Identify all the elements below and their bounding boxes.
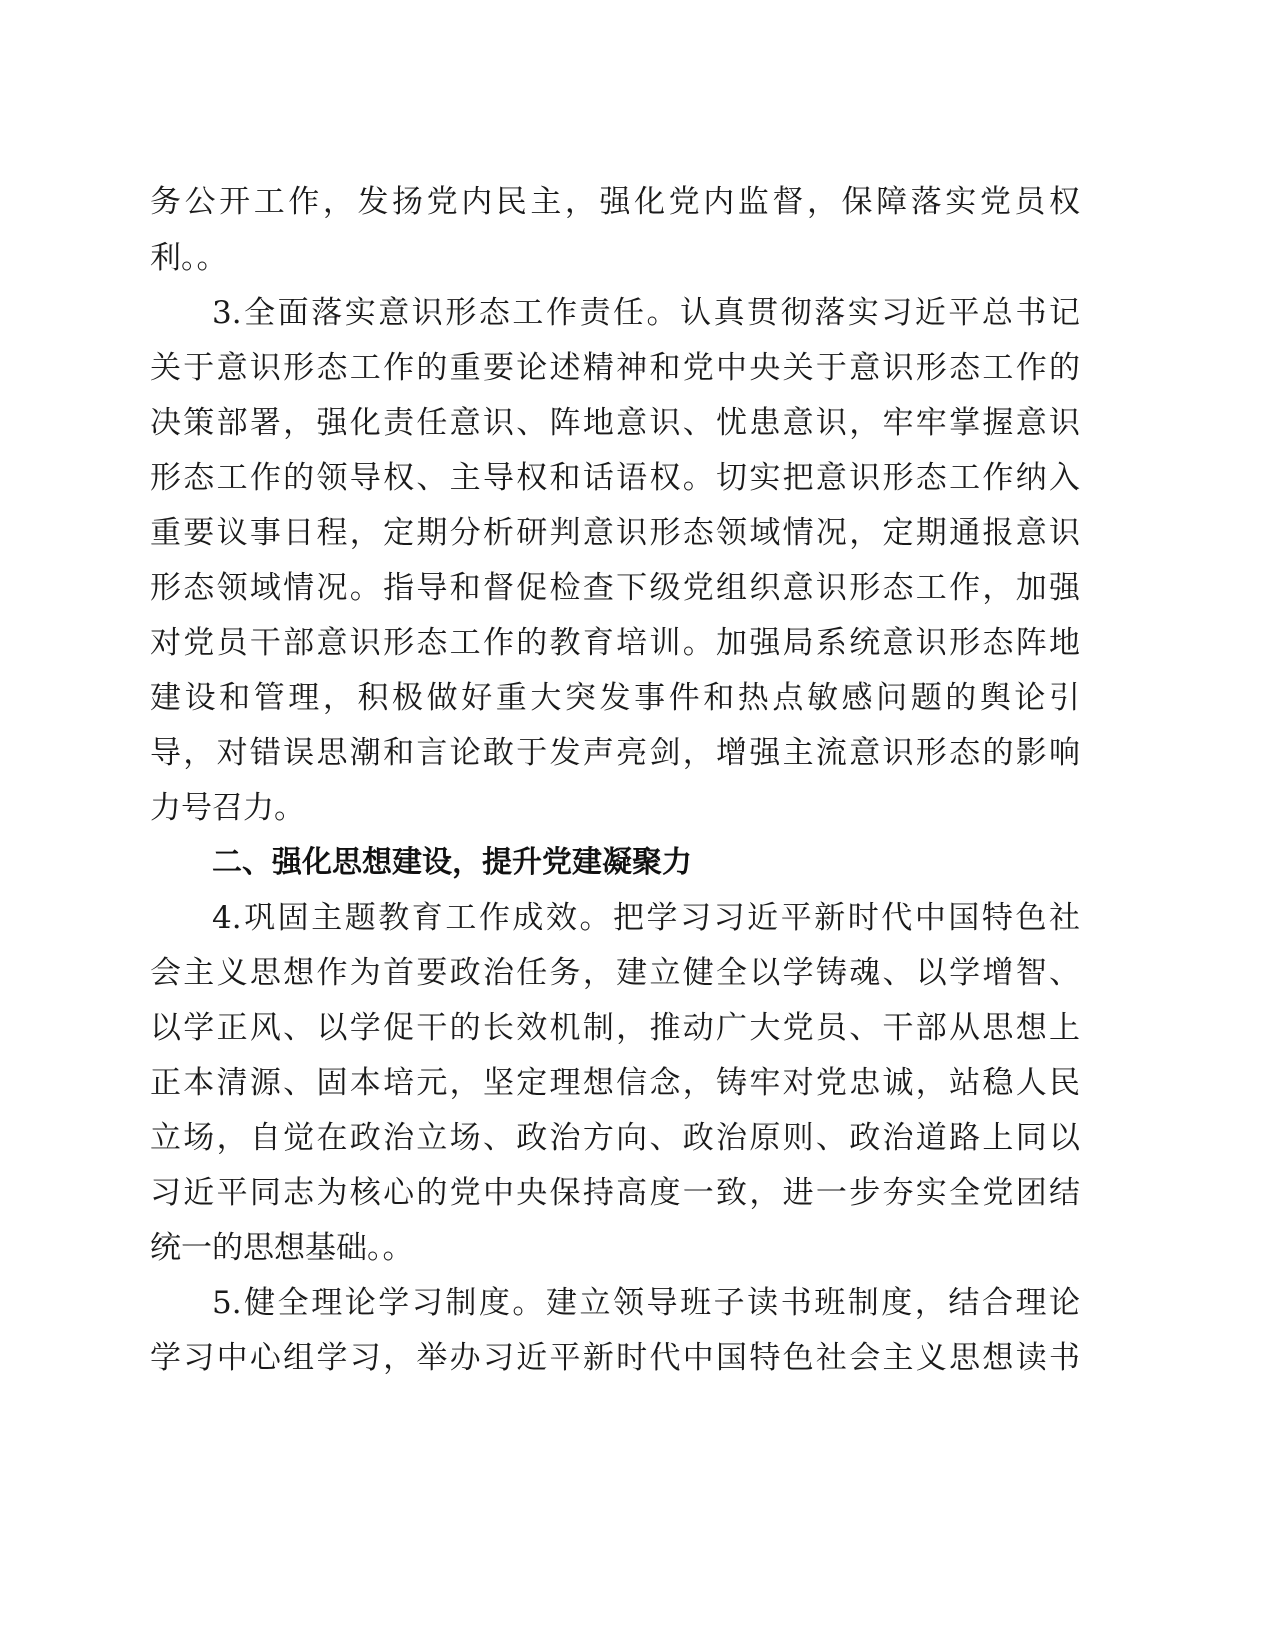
section-heading: 二、强化思想建设，提升党建凝聚力 (212, 845, 692, 880)
paragraph-line: 务公开工作，发扬党内民主，强化党内监督，保障落实党员权 (150, 184, 1080, 220)
paragraph-line: 建设和管理，积极做好重大突发事件和热点敏感问题的舆论引 (150, 680, 1080, 716)
paragraph-line: 立场，自觉在政治立场、政治方向、政治原则、政治道路上同以 (150, 1120, 1080, 1156)
paragraph-line: 以学正风、以学促干的长效机制，推动广大党员、干部从思想上 (150, 1010, 1080, 1046)
paragraph-line: 利。。 (150, 240, 228, 276)
paragraph-line: 3.全面落实意识形态工作责任。认真贯彻落实习近平总书记 (212, 295, 1080, 331)
paragraph-line: 统一的思想基础。。 (150, 1230, 414, 1266)
paragraph-line: 重要议事日程，定期分析研判意识形态领域情况，定期通报意识 (150, 515, 1080, 551)
paragraph-line: 形态工作的领导权、主导权和话语权。切实把意识形态工作纳入 (150, 460, 1080, 496)
paragraph-line: 会主义思想作为首要政治任务，建立健全以学铸魂、以学增智、 (150, 955, 1080, 991)
paragraph-line: 4.巩固主题教育工作成效。把学习习近平新时代中国特色社 (212, 900, 1080, 936)
paragraph-line: 对党员干部意识形态工作的教育培训。加强局系统意识形态阵地 (150, 625, 1080, 661)
paragraph-line: 导，对错误思潮和言论敢于发声亮剑，增强主流意识形态的影响 (150, 735, 1080, 771)
paragraph-line: 关于意识形态工作的重要论述精神和党中央关于意识形态工作的 (150, 350, 1080, 386)
paragraph-line: 5.健全理论学习制度。建立领导班子读书班制度，结合理论 (212, 1285, 1080, 1321)
paragraph-line: 决策部署，强化责任意识、阵地意识、忧患意识，牢牢掌握意识 (150, 405, 1080, 441)
paragraph-line: 力号召力。 (150, 790, 305, 826)
paragraph-line: 形态领域情况。指导和督促检查下级党组织意识形态工作，加强 (150, 570, 1080, 606)
paragraph-line: 学习中心组学习，举办习近平新时代中国特色社会主义思想读书 (150, 1340, 1080, 1376)
paragraph-line: 正本清源、固本培元，坚定理想信念，铸牢对党忠诚，站稳人民 (150, 1065, 1080, 1101)
paragraph-line: 习近平同志为核心的党中央保持高度一致，进一步夯实全党团结 (150, 1175, 1080, 1211)
